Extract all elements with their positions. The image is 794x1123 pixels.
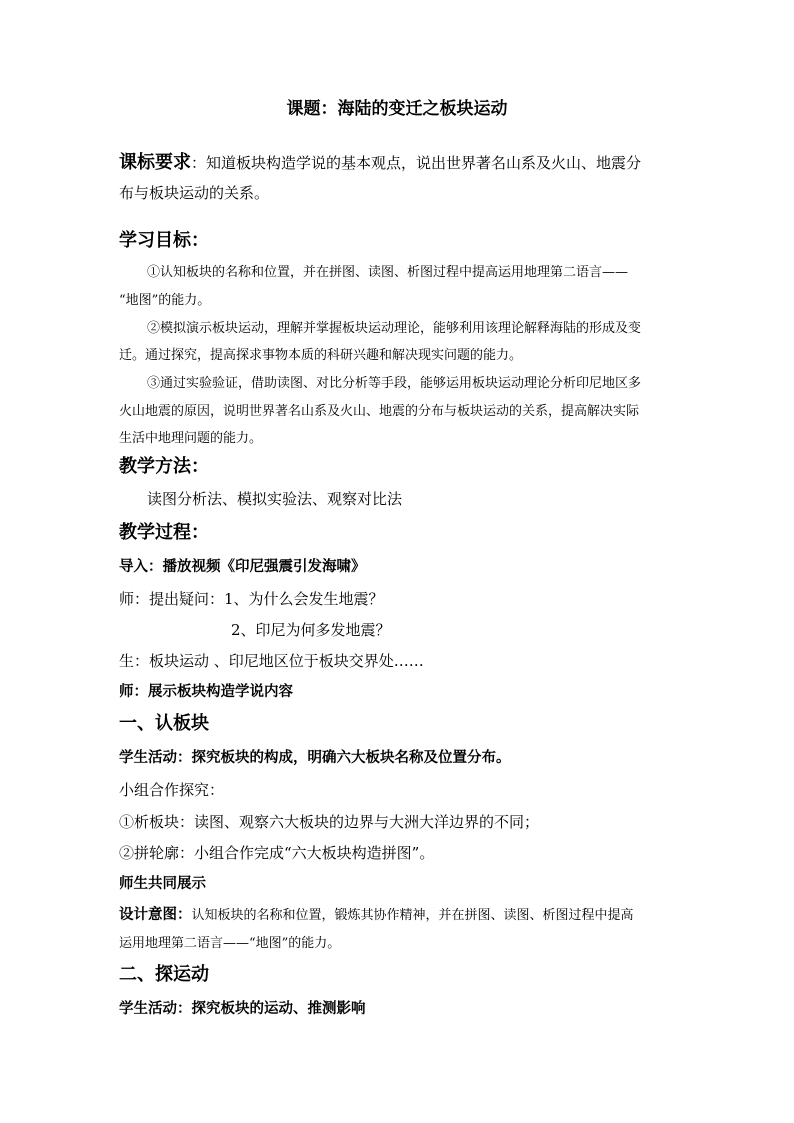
section1-heading: 一、认板块 — [119, 713, 209, 734]
objective-line-6: 火山地震的原因，说明世界著名山系及火山、地震的分布与板块运动的关系，提高解决实际 — [119, 404, 640, 419]
teacher-show: 师：展示板块构造学说内容 — [119, 683, 293, 700]
design-intent-line-2: 运用地理第二语言——“地图”的能力。 — [119, 936, 341, 951]
section2-activity: 学生活动：探究板块的运动、推测影响 — [119, 1000, 366, 1017]
teacher-question-2: 2、印尼为何多发地震？ — [231, 621, 391, 639]
design-intent-label: 设计意图： — [119, 906, 192, 923]
objective-line-4: 迁。通过探究，提高探求事物本质的科研兴趣和解决现实问题的能力。 — [119, 348, 523, 363]
methods-text: 读图分析法、模拟实验法、观察对比法 — [147, 490, 403, 508]
process-heading: 教学过程： — [119, 522, 209, 543]
section1-group: 小组合作探究： — [119, 781, 225, 799]
curriculum-line-1 — [119, 154, 641, 172]
objective-line-5: ③通过实验验证，借助读图、对比分析等手段，能够运用板块运动理论分析印尼地区多 — [147, 376, 642, 391]
objective-line-3: ②模拟演示板块运动，理解并掌握板块运动理论，能够利用该理论解释海陆的形成及变 — [147, 321, 642, 336]
design-intent-line-1 — [119, 908, 634, 923]
objective-line-1: ①认知板块的名称和位置，并在拼图、读图、析图过程中提高运用地理第二语言—— — [147, 265, 629, 280]
student-answer: 生：板块运动 、印尼地区位于板块交界处…… — [119, 652, 424, 670]
objectives-heading: 学习目标： — [119, 230, 209, 251]
page-title: 课题：海陆的变迁之板块运动 — [286, 99, 508, 119]
curriculum-line-2: 布与板块运动的关系。 — [119, 184, 270, 202]
objective-line-2: “地图”的能力。 — [119, 293, 211, 308]
curriculum-label: 课标要求 — [119, 152, 191, 173]
section2-heading: 二、探运动 — [119, 964, 209, 985]
methods-heading: 教学方法： — [119, 456, 209, 477]
teacher-question-1: 师：提出疑问：1、为什么会发生地震？ — [119, 590, 384, 608]
section1-step-2: ②拼轮廓：小组合作完成“六大板块构造拼图”。 — [119, 844, 435, 862]
design-intent-text-1: 认知板块的名称和位置，锻炼其协作精神，并在拼图、读图、析图过程中提高 — [191, 908, 634, 923]
section1-showcase: 师生共同展示 — [119, 875, 206, 892]
objective-line-7: 生活中地理问题的能力。 — [119, 431, 263, 446]
process-intro: 导入：播放视频《印尼强震引发海啸》 — [119, 558, 366, 575]
section1-activity: 学生活动：探究板块的构成，明确六大板块名称及位置分布。 — [119, 749, 511, 766]
curriculum-text-1: ：知道板块构造学说的基本观点，说出世界著名山系及火山、地震分 — [191, 154, 642, 172]
section1-step-1: ①析板块：读图、观察六大板块的边界与大洲大洋边界的不同； — [119, 813, 540, 831]
